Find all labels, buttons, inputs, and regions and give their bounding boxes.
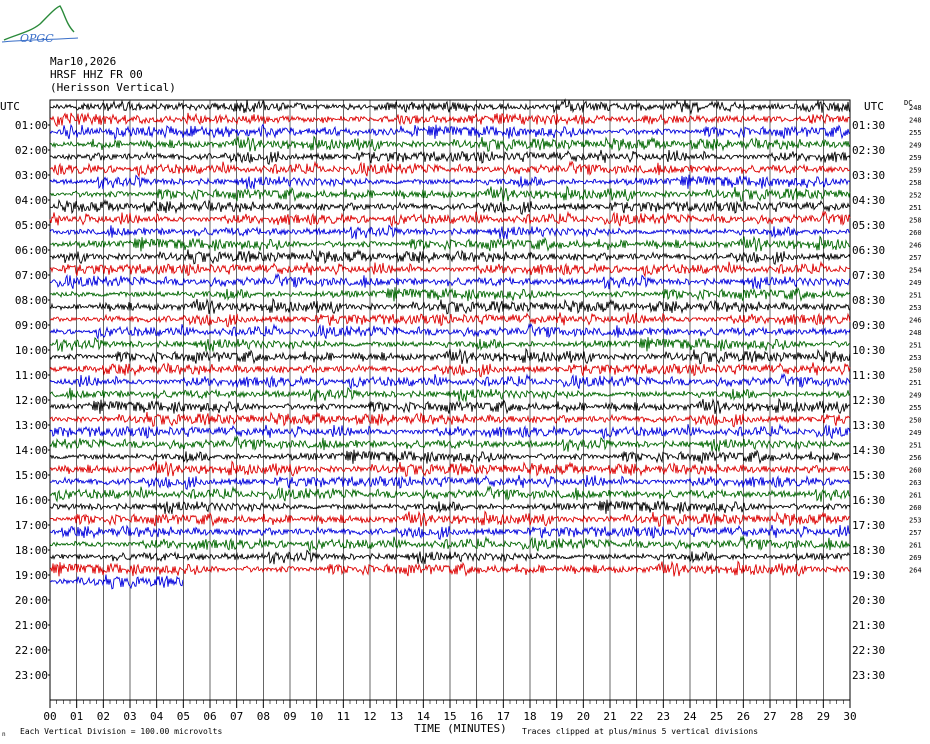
x-tick-label: 19: [550, 710, 564, 723]
station-location: (Herisson Vertical): [50, 81, 176, 94]
dc-offset-label: 252: [909, 191, 922, 200]
dc-offset-label: 250: [909, 366, 922, 375]
dc-offset-label: 263: [909, 478, 922, 487]
x-tick-label: 02: [96, 710, 110, 723]
left-hour-label: 07:00: [14, 269, 48, 282]
dc-offset-label: 259: [909, 166, 922, 175]
right-hour-label: 13:30: [852, 419, 886, 432]
right-hour-label: 14:30: [852, 444, 886, 457]
x-tick-label: 12: [363, 710, 377, 723]
left-hour-label: 01:00: [14, 119, 48, 132]
dc-offset-label: 260: [909, 466, 922, 475]
left-hour-label: 03:00: [14, 169, 48, 182]
x-tick-label: 14: [416, 710, 430, 723]
left-hour-label: 22:00: [14, 644, 48, 657]
left-hour-label: 13:00: [14, 419, 48, 432]
dc-offset-label: 246: [909, 241, 922, 250]
x-tick-label: 23: [656, 710, 670, 723]
dc-offset-label: 251: [909, 441, 922, 450]
x-tick-label: 06: [203, 710, 217, 723]
x-tick-label: 05: [176, 710, 190, 723]
dc-offset-label: 249: [909, 141, 922, 150]
dc-offset-label: 264: [909, 566, 922, 575]
dc-offset-label: 251: [909, 341, 922, 350]
dc-offset-label: 251: [909, 378, 922, 387]
left-hour-label: 11:00: [14, 369, 48, 382]
left-hour-label: 02:00: [14, 144, 48, 157]
dc-offset-label: 249: [909, 428, 922, 437]
left-hour-label: 06:00: [14, 244, 48, 257]
right-hour-label: 16:30: [852, 494, 886, 507]
left-hour-label: 18:00: [14, 544, 48, 557]
x-tick-label: 13: [390, 710, 404, 723]
left-hour-label: 19:00: [14, 569, 48, 582]
dc-offset-label: 260: [909, 503, 922, 512]
x-tick-label: 01: [70, 710, 84, 723]
x-tick-label: 30: [843, 710, 857, 723]
right-hour-label: 18:30: [852, 544, 886, 557]
x-tick-label: 04: [150, 710, 164, 723]
seismic-trace: [50, 575, 183, 589]
right-hour-label: 04:30: [852, 194, 886, 207]
x-tick-label: 09: [283, 710, 297, 723]
left-hour-label: 23:00: [14, 669, 48, 682]
dc-offset-label: 257: [909, 528, 922, 537]
dc-offset-label: 250: [909, 416, 922, 425]
right-hour-label: 22:30: [852, 644, 886, 657]
right-hour-label: 12:30: [852, 394, 886, 407]
dc-offset-label: 257: [909, 253, 922, 262]
x-tick-label: 11: [336, 710, 350, 723]
right-hour-label: 21:30: [852, 619, 886, 632]
dc-offset-label: 259: [909, 153, 922, 162]
left-hour-label: 16:00: [14, 494, 48, 507]
left-hour-label: 04:00: [14, 194, 48, 207]
x-tick-label: 25: [710, 710, 724, 723]
x-tick-label: 29: [816, 710, 830, 723]
dc-offset-label: 258: [909, 178, 922, 187]
footer-mark: n: [2, 731, 6, 738]
clipping-note: Traces clipped at plus/minus 5 vertical divisions: [522, 727, 759, 736]
right-hour-label: 02:30: [852, 144, 886, 157]
x-tick-label: 08: [256, 710, 270, 723]
left-hour-label: 09:00: [14, 319, 48, 332]
left-axis-title: UTC: [0, 100, 20, 113]
dc-offset-label: 249: [909, 278, 922, 287]
x-tick-label: 17: [496, 710, 510, 723]
dc-offset-label: 248: [909, 328, 922, 337]
right-hour-label: 10:30: [852, 344, 886, 357]
x-tick-label: 18: [523, 710, 537, 723]
x-tick-label: 27: [763, 710, 777, 723]
left-hour-label: 08:00: [14, 294, 48, 307]
right-hour-label: 03:30: [852, 169, 886, 182]
x-tick-label: 21: [603, 710, 617, 723]
dc-offset-label: 246: [909, 316, 922, 325]
station-code: HRSF HHZ FR 00: [50, 68, 143, 81]
dc-offset-label: 261: [909, 491, 922, 500]
right-hour-label: 05:30: [852, 219, 886, 232]
dc-offset-label: 260: [909, 228, 922, 237]
dc-offset-label: 255: [909, 128, 922, 137]
x-tick-label: 10: [310, 710, 324, 723]
x-tick-label: 22: [630, 710, 644, 723]
right-hour-label: 09:30: [852, 319, 886, 332]
dc-offset-label: 253: [909, 516, 922, 525]
left-hour-label: 12:00: [14, 394, 48, 407]
right-hour-label: 07:30: [852, 269, 886, 282]
x-tick-label: 15: [443, 710, 457, 723]
plot-date: Mar10,2026: [50, 55, 117, 68]
x-tick-label: 26: [736, 710, 750, 723]
x-tick-label: 16: [470, 710, 484, 723]
right-hour-label: 11:30: [852, 369, 886, 382]
dc-offset-label: 256: [909, 453, 922, 462]
dc-offset-label: 254: [909, 266, 922, 275]
left-hour-label: 05:00: [14, 219, 48, 232]
dc-offset-label: 249: [909, 391, 922, 400]
right-hour-label: 01:30: [852, 119, 886, 132]
vertical-scale-note: Each Vertical Division = 100.00 microvolts: [20, 727, 223, 736]
right-hour-label: 20:30: [852, 594, 886, 607]
dc-offset-label: 251: [909, 203, 922, 212]
x-tick-label: 07: [230, 710, 244, 723]
x-tick-label: 00: [43, 710, 57, 723]
left-hour-label: 17:00: [14, 519, 48, 532]
left-hour-label: 20:00: [14, 594, 48, 607]
x-tick-label: 03: [123, 710, 137, 723]
dc-offset-label: 253: [909, 353, 922, 362]
dc-offset-label: 261: [909, 541, 922, 550]
left-hour-label: 21:00: [14, 619, 48, 632]
dc-offset-label: 248: [909, 103, 922, 112]
dc-offset-label: 248: [909, 116, 922, 125]
right-hour-label: 19:30: [852, 569, 886, 582]
logo-text: OPGC: [20, 32, 54, 44]
dc-offset-label: 255: [909, 403, 922, 412]
dc-offset-label: 269: [909, 553, 922, 562]
right-axis-title: UTC: [864, 100, 884, 113]
dc-offset-header: DC: [904, 99, 913, 107]
dc-offset-label: 258: [909, 216, 922, 225]
x-tick-label: 20: [576, 710, 590, 723]
x-axis-label: TIME (MINUTES): [414, 722, 507, 735]
dc-offset-label: 253: [909, 303, 922, 312]
left-hour-label: 10:00: [14, 344, 48, 357]
dc-offset-label: 251: [909, 291, 922, 300]
right-hour-label: 17:30: [852, 519, 886, 532]
right-hour-label: 23:30: [852, 669, 886, 682]
left-hour-label: 15:00: [14, 469, 48, 482]
x-tick-label: 28: [790, 710, 804, 723]
right-hour-label: 06:30: [852, 244, 886, 257]
x-tick-label: 24: [683, 710, 697, 723]
right-hour-label: 08:30: [852, 294, 886, 307]
left-hour-label: 14:00: [14, 444, 48, 457]
right-hour-label: 15:30: [852, 469, 886, 482]
